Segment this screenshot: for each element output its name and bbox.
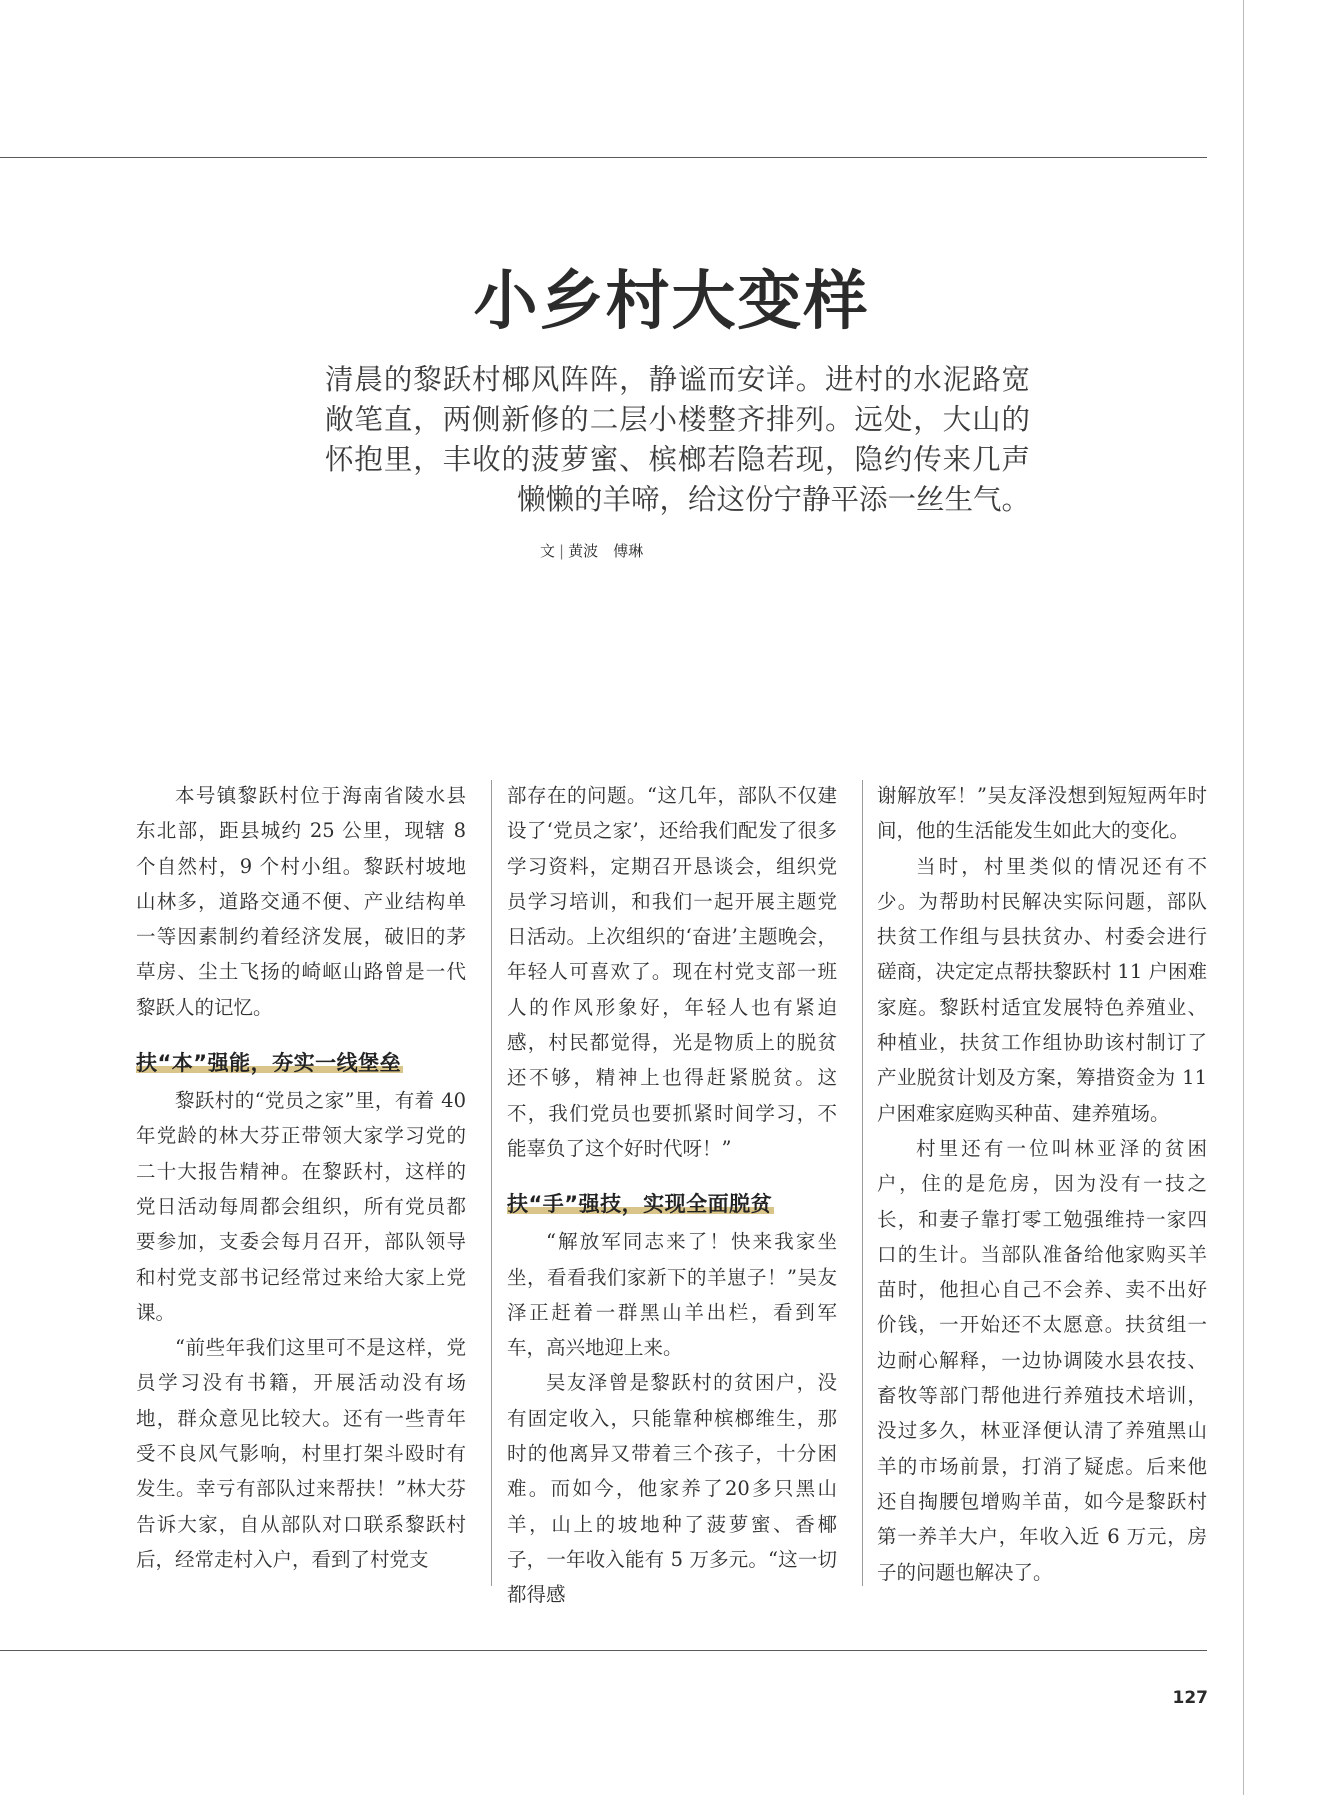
paragraph: “前些年我们这里可不是这样，党员学习没有书籍，开展活动没有场地，群众意见比较大。还有一些青年受不良风气影响，村里打架斗殴时有发生。幸亏有部队过来帮扶！”林大芬告诉大家，自从部队对口联系黎跃村后，经常走村入户，看到了村党支 — [136, 1336, 466, 1571]
paragraph: 当时，村里类似的情况还有不少。为帮助村民解决实际问题，部队扶贫工作组与县扶贫办、村委会进行磋商，决定定点帮扶黎跃村 11 户困难家庭。黎跃村适宜发展特色养殖业、种植业，扶贫工作组协助该村制订了产业脱贫计划及方案，筹措资金为 11 户困难家庭购买种苗、建养殖场。 — [877, 854, 1207, 1125]
section-heading-text: 扶“手”强技，实现全面脱贫 — [507, 1192, 773, 1217]
paragraph: 吴友泽曾是黎跃村的贫困户，没有固定收入，只能靠种槟榔维生，那时的他离异又带着三个孩子，十分困难。而如今，他家养了20多只黑山羊，山上的坡地种了菠萝蜜、香椰子，一年收入能有 5 万多元。“这一切都得感 — [507, 1371, 837, 1607]
column-1 — [136, 778, 466, 1577]
byline-authors: 黄波 傅琳 — [568, 542, 644, 560]
byline-prefix: 文 — [540, 542, 556, 560]
section-heading — [507, 1188, 837, 1220]
column-3 — [877, 778, 1207, 1590]
paragraph: 谢解放军！”吴友泽没想到短短两年时间，他的生活能发生如此大的变化。 — [877, 784, 1207, 843]
column-divider — [491, 780, 492, 1586]
paragraph: 村里还有一位叫林亚泽的贫困户，住的是危房，因为没有一技之长，和妻子靠打零工勉强维持一家四口的生计。当部队准备给他家购买羊苗时，他担心自己不会养、卖不出好价钱，一开始还不太愿意。扶贫组一边耐心解释，一边协调陵水县农技、畜牧等部门帮他进行养殖技术培训，没过多久，林亚泽便认清了养殖黑山羊的市场前景，打消了疑虑。后来他还自掏腰包增购羊苗，如今是黎跃村第一养羊大户，年收入近 6 万元，房子的问题也解决了。 — [877, 1136, 1207, 1584]
column-divider — [862, 780, 863, 1586]
section-heading — [136, 1047, 466, 1079]
byline-separator: | — [559, 542, 565, 560]
article-title: 小乡村大变样 — [473, 265, 870, 339]
paragraph: 部存在的问题。“这几年，部队不仅建设了‘党员之家’，还给我们配发了很多学习资料，定期召开恳谈会，组织党员学习培训，和我们一起开展主题党日活动。上次组织的‘奋进’主题晚会，年轻人可喜欢了。现在村党支部一班人的作风形象好，年轻人也有紧迫感，村民都觉得，光是物质上的脱贫还不够，精神上也得赶紧脱贫。这不，我们党员也要抓紧时间学习，不能辜负了这个好时代呀！” — [507, 784, 837, 1160]
paragraph: “解放军同志来了！快来我家坐坐，看看我们家新下的羊崽子！”吴友泽正赶着一群黑山羊出栏，看到军车，高兴地迎上来。 — [507, 1230, 837, 1360]
byline — [540, 540, 840, 561]
page-number: 127 — [1172, 1688, 1208, 1708]
article-lead: 清晨的黎跃村椰风阵阵，静谧而安详。进村的水泥路宽敞笔直，两侧新修的二层小楼整齐排列。远处，大山的怀抱里，丰收的菠萝蜜、槟榔若隐若现，隐约传来几声懒懒的羊啼，给这份宁静平添一丝生气。 — [325, 363, 1030, 516]
column-2 — [507, 778, 837, 1613]
paragraph: 黎跃村的“党员之家”里，有着 40 年党龄的林大芬正带领大家学习党的二十大报告精神。在黎跃村，这样的党日活动每周都会组织，所有党员都要参加，支委会每月召开，部队领导和村党支部书记经常过来给大家上党课。 — [136, 1089, 466, 1324]
paragraph: 本号镇黎跃村位于海南省陵水县东北部，距县城约 25 公里，现辖 8 个自然村，9 个村小组。黎跃村坡地山林多，道路交通不便、产业结构单一等因素制约着经济发展，破旧的茅草房、尘土飞扬的崎岖山路曾是一代黎跃人的记忆。 — [136, 784, 466, 1019]
section-heading-text: 扶“本”强能，夯实一线堡垒 — [136, 1051, 402, 1076]
top-divider — [0, 157, 1207, 158]
bottom-divider — [0, 1650, 1207, 1651]
